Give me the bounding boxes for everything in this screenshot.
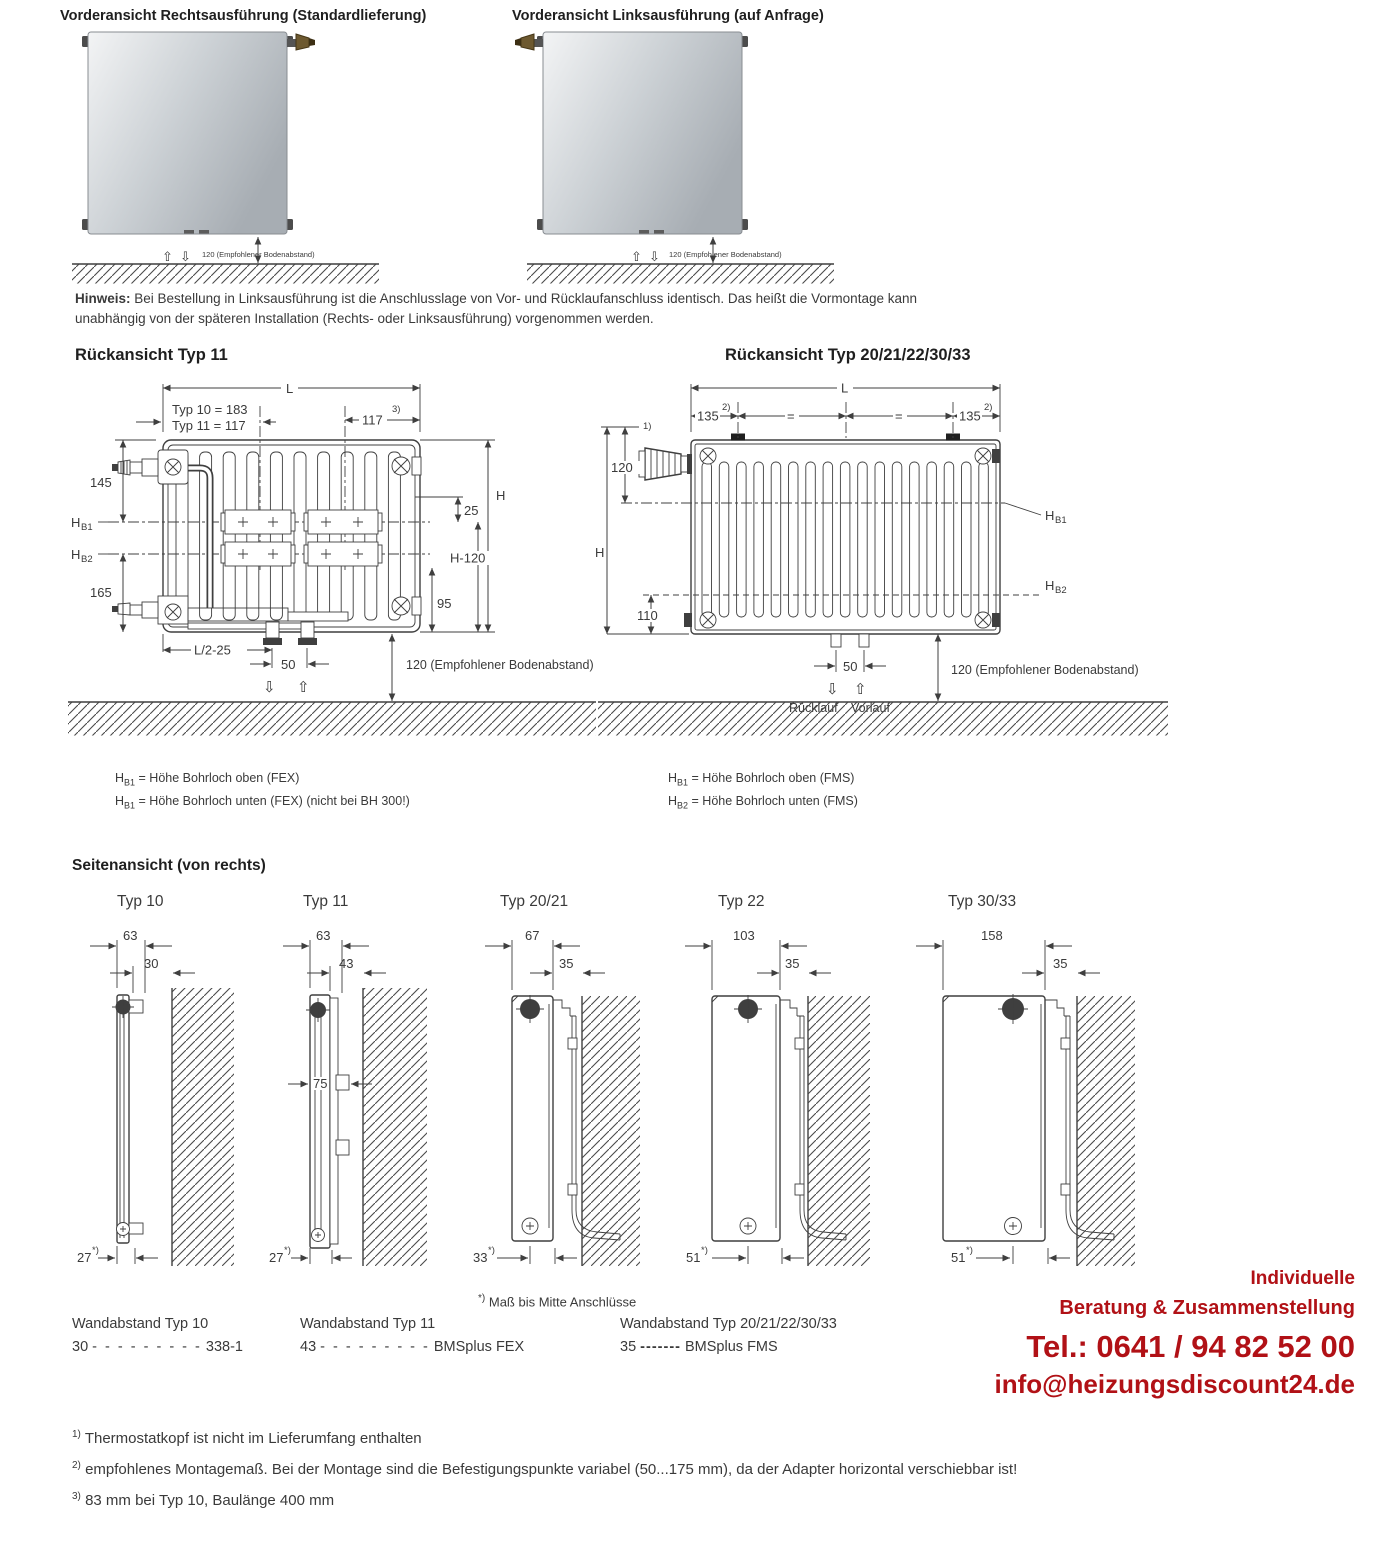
dim-165: 165 <box>90 585 112 600</box>
svg-text:2): 2) <box>984 402 993 413</box>
connection-measure-note: *) Maß bis Mitte Anschlüsse <box>478 1293 637 1310</box>
footnote-1: $^{1)}$ Thermostatkopf ist nicht im Lieferumfang enthalten <box>72 1429 422 1447</box>
dim-mid: 75 <box>313 1076 328 1091</box>
dim-bottom: 51 <box>951 1250 966 1265</box>
side-label-typ2021: Typ 20/21 <box>500 893 569 910</box>
dim-wall: 35 <box>1053 956 1068 971</box>
dim-equal-right: = <box>895 408 903 424</box>
contact-phone: Tel.: 0641 / 94 82 52 00 <box>1026 1328 1355 1364</box>
dim-depth: 158 <box>981 928 1003 943</box>
dim-bottom: 27 <box>77 1250 92 1265</box>
ground-hatch <box>72 264 379 284</box>
front-view-left-version-diagram <box>513 24 858 286</box>
hb1-label: H <box>1045 508 1055 523</box>
front-left-version-title: Vorderansicht Linksausführung (auf Anfrage) <box>512 8 824 24</box>
flow-down-arrow-icon: ⇩ <box>180 250 191 265</box>
side-view-title: Seitenansicht (von rechts) <box>72 857 266 874</box>
corner-screw-top-right <box>392 457 421 475</box>
hinweis-line2: unabhängig von der späteren Installation (Rechts- oder Linksausführung) vorgenommen werden. <box>75 310 654 326</box>
dim-depth: 103 <box>733 928 755 943</box>
bottom-stubs <box>831 634 869 647</box>
svg-text:B1: B1 <box>81 522 93 533</box>
ground-hatch <box>598 702 1168 736</box>
side-label-typ11: Typ 11 <box>303 893 349 910</box>
radiator-panel <box>82 32 293 234</box>
ground-hatch <box>527 264 834 284</box>
dim-L: L <box>841 380 849 396</box>
dim-H120: H-120 <box>450 550 486 566</box>
floor-distance-dimension <box>162 237 315 265</box>
dim-typ10: Typ 10 = 183 <box>172 402 248 417</box>
svg-text:*): *) <box>966 1245 973 1256</box>
ground-hatch <box>68 702 596 736</box>
floor-distance-label: 120 (Empfohlener Bodenabstand) <box>406 658 594 672</box>
contact-block <box>995 1268 1355 1400</box>
dim-wall: 30 <box>144 956 159 971</box>
footnote-2: $^{2)}$ empfohlenes Montagemaß. Bei der Montage sind die Befestigungspunkte variabel (50...175 mm), da der Adapter horizontal verschiebbar ist! <box>72 1459 1018 1478</box>
contact-line1: Individuelle <box>1250 1268 1355 1289</box>
svg-text:B2: B2 <box>81 554 93 565</box>
flow-up-arrow-icon: ⇧ <box>631 250 642 265</box>
wandabstand-title: Wandabstand Typ 10 <box>72 1316 209 1332</box>
dim-depth: 63 <box>123 928 138 943</box>
front-right-version-title: Vorderansicht Rechtsausführung (Standardlieferung) <box>60 8 427 24</box>
contact-line2: Beratung & Zusammenstellung <box>1059 1296 1355 1319</box>
floor-distance-label: 120 (Empfohlener Bodenabstand) <box>202 250 315 259</box>
floor-distance-label: 120 (Empfohlener Bodenabstand) <box>669 250 782 259</box>
wandabstand-typ11 <box>300 1316 524 1355</box>
legend-line: $H_{B2}$ = Höhe Bohrloch unten (FMS) <box>668 793 858 811</box>
hinweis-note <box>75 289 1145 328</box>
flow-up-arrow-icon: ⇧ <box>162 250 173 265</box>
hinweis-label: Hinweis: <box>75 291 131 306</box>
svg-text:*): *) <box>701 1245 708 1256</box>
wandabstand-typ20-33 <box>620 1316 837 1355</box>
dim-H: H <box>595 545 605 560</box>
ruecklauf-arrow-icon: ⇩ <box>263 678 276 696</box>
dim-95: 95 <box>437 596 452 611</box>
svg-text:B1: B1 <box>1055 515 1067 526</box>
dim-L2-25: L/2-25 <box>194 642 231 658</box>
dim-25: 25 <box>464 503 479 518</box>
rear-view-typ11-diagram <box>60 372 605 740</box>
dim-bottom: 27 <box>269 1250 284 1265</box>
dim-wall: 43 <box>339 956 354 971</box>
dim-bottom: 33 <box>473 1250 488 1265</box>
floor-distance-label: 120 (Empfohlener Bodenabstand) <box>951 663 1139 677</box>
wandabstand-value-line: 30 - - - - - - - - - 338-1 <box>72 1339 243 1355</box>
dim-145: 145 <box>90 475 112 490</box>
vorlauf-arrow-icon: ⇧ <box>854 680 867 698</box>
front-view-right-version-diagram <box>58 24 403 286</box>
corner-screw-bottom-right <box>392 597 421 615</box>
hinweis-line1: Bei Bestellung in Linksausführung ist die Anschlusslage von Vor- und Rücklaufanschluss identisch. Das heißt die Vormontage kann <box>134 291 917 306</box>
dim-110: 110 <box>637 608 658 623</box>
side-label-typ3033: Typ 30/33 <box>948 893 1017 910</box>
dim-135-left: 135 <box>697 408 719 424</box>
dim-depth: 63 <box>316 928 331 943</box>
rear-view-typ20-33-diagram <box>593 372 1178 740</box>
hb2-label: H <box>1045 578 1055 593</box>
hb1-label: H <box>71 515 81 530</box>
radiator-body <box>108 406 430 645</box>
footnotes <box>72 1424 1017 1516</box>
dim-117-sup: 3) <box>392 404 401 415</box>
dim-bottom: 51 <box>686 1250 701 1265</box>
flow-down-arrow-icon: ⇩ <box>649 250 660 265</box>
svg-text:*): *) <box>92 1245 99 1256</box>
dim-typ11: Typ 11 = 117 <box>172 418 246 433</box>
footnote1-marker: 1) <box>643 421 652 432</box>
legend-line: $H_{B1}$ = Höhe Bohrloch oben (FMS) <box>668 771 855 788</box>
legend-fms <box>668 768 858 814</box>
contact-email: info@heizungsdiscount24.de <box>994 1369 1355 1400</box>
side-views-diagram <box>60 888 1200 1290</box>
wandabstand-typ10 <box>72 1316 243 1355</box>
vorlauf-arrow-icon: ⇧ <box>297 678 310 696</box>
svg-text:*): *) <box>284 1245 291 1256</box>
dim-120: 120 <box>611 460 633 475</box>
dim-wall: 35 <box>785 956 800 971</box>
dim-wall: 35 <box>559 956 574 971</box>
svg-text:B2: B2 <box>1055 585 1067 596</box>
dim-H: H <box>496 488 506 503</box>
legend-line: $H_{B1}$ = Höhe Bohrloch unten (FEX) (nicht bei BH 300!) <box>115 793 410 811</box>
hb2-label: H <box>71 547 81 562</box>
wandabstand-title: Wandabstand Typ 20/21/22/30/33 <box>620 1316 837 1332</box>
radiator-body <box>639 434 1000 648</box>
side-label-typ22: Typ 22 <box>718 893 765 910</box>
legend-fex <box>115 768 410 814</box>
footnote-3: $^{3)}$ 83 mm bei Typ 10, Baulänge 400 mm <box>72 1490 335 1509</box>
fins <box>702 462 988 617</box>
dim-L: L <box>286 381 294 396</box>
wandabstand-value-line: 35 ------- BMSplus FMS <box>620 1339 778 1355</box>
dim-135-right: 135 <box>959 408 981 424</box>
wandabstand-title: Wandabstand Typ 11 <box>300 1316 436 1332</box>
dim-117: 117 <box>362 412 383 428</box>
legend-line: $H_{B1}$ = Höhe Bohrloch oben (FEX) <box>115 771 300 788</box>
thermostat-valve <box>639 448 692 480</box>
floor-distance-dimension <box>631 237 782 265</box>
dim-depth: 67 <box>525 928 540 943</box>
svg-text:*): *) <box>488 1245 495 1256</box>
svg-text:2): 2) <box>722 402 731 413</box>
rear-view-typ20-33-title: Rückansicht Typ 20/21/22/30/33 <box>725 346 971 364</box>
dim-50: 50 <box>281 657 296 672</box>
rear-view-typ11-title: Rückansicht Typ 11 <box>75 346 228 364</box>
side-label-typ10: Typ 10 <box>117 893 164 910</box>
wandabstand-value-line: 43 - - - - - - - - - BMSplus FEX <box>300 1339 525 1355</box>
dim-50: 50 <box>843 659 858 674</box>
ruecklauf-arrow-icon: ⇩ <box>826 680 839 698</box>
dim-equal-left: = <box>787 408 795 424</box>
radiator-panel <box>537 32 748 234</box>
